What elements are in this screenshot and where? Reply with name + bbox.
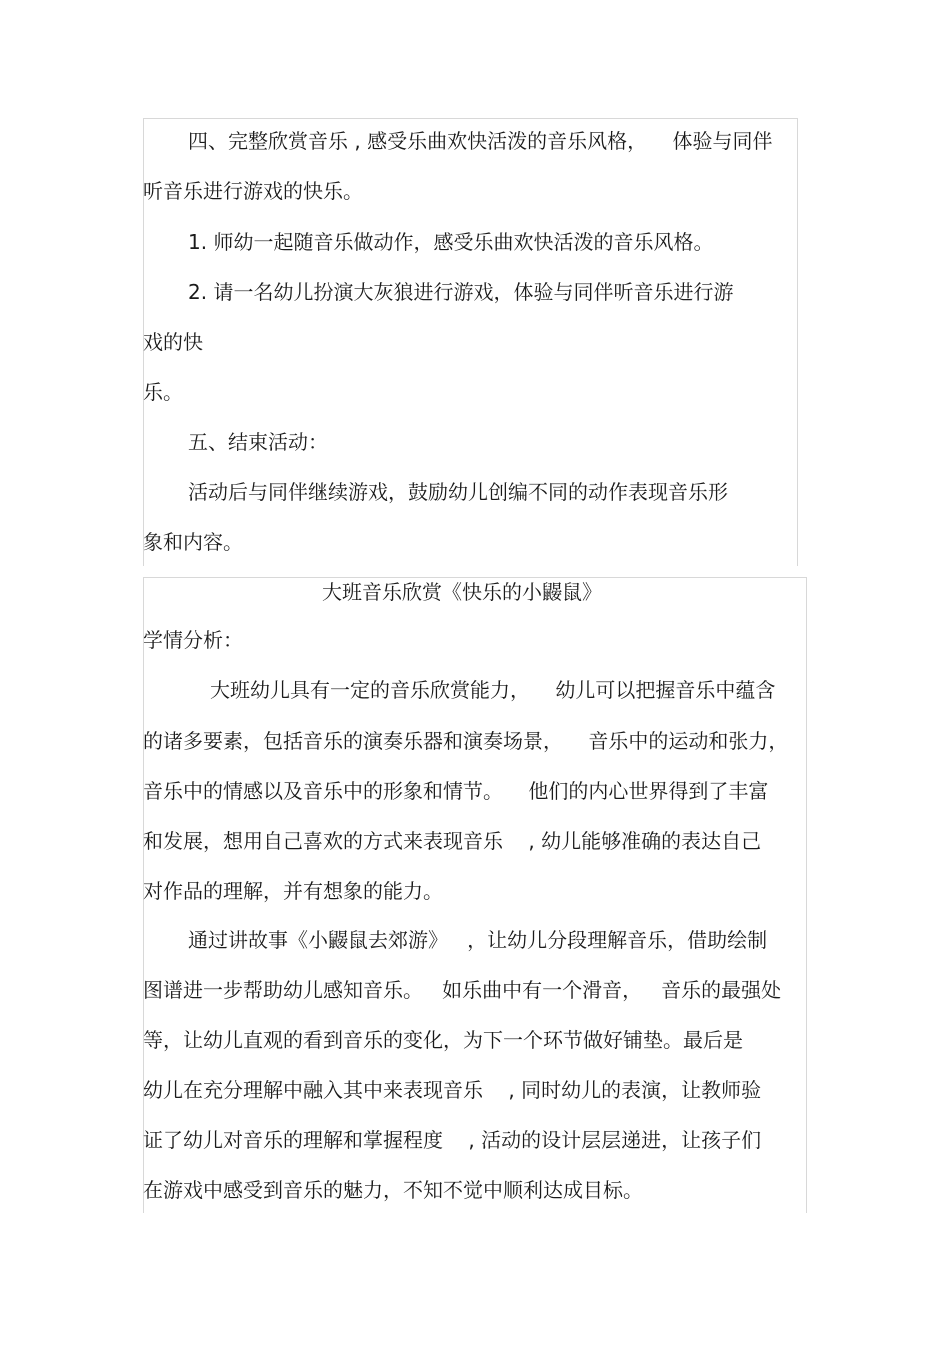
section-subtitle: 学情分析： (143, 628, 243, 652)
paragraph-line: 象和内容。 (143, 530, 243, 554)
paragraph-line: 等，让幼儿直观的看到音乐的变化，为下一个环节做好铺垫。最后是 (143, 1028, 743, 1052)
paragraph-line: 幼儿在充分理解中融入其中来表现音乐 , 同时幼儿的表演，让教师验 (143, 1078, 762, 1102)
paragraph-line: 音乐中的情感以及音乐中的形象和情节。 他们的内心世界得到了丰富 (143, 779, 769, 803)
paragraph-line: 活动后与同伴继续游戏，鼓励幼儿创编不同的动作表现音乐形 (188, 480, 728, 504)
paragraph-line: 四、完整欣赏音乐 , 感受乐曲欢快活泼的音乐风格， 体验与同伴 (188, 129, 773, 153)
paragraph-line: 和发展，想用自己喜欢的方式来表现音乐 , 幼儿能够准确的表达自己 (143, 829, 762, 853)
paragraph-line: 图谱进一步帮助幼儿感知音乐。 如乐曲中有一个滑音， 音乐的最强处 (143, 978, 782, 1002)
paragraph-line: 在游戏中感受到音乐的魅力，不知不觉中顺利达成目标。 (143, 1178, 643, 1202)
paragraph-line: 通过讲故事《小鼹鼠去郊游》 ，让幼儿分段理解音乐，借助绘制 (188, 928, 768, 952)
paragraph-line: 听音乐进行游戏的快乐。 (143, 179, 363, 203)
document-title: 大班音乐欣赏《快乐的小鼹鼠》 (322, 580, 602, 604)
paragraph-line: 五、结束活动： (188, 430, 328, 454)
paragraph-line: 的诸多要素，包括音乐的演奏乐器和演奏场景， 音乐中的运动和张力， (143, 729, 789, 753)
paragraph-line: 2. 请一名幼儿扮演大灰狼进行游戏，体验与同伴听音乐进行游 (188, 280, 734, 304)
paragraph-line: 证了幼儿对音乐的理解和掌握程度 , 活动的设计层层递进，让孩子们 (143, 1128, 762, 1152)
paragraph-line: 对作品的理解，并有想象的能力。 (143, 879, 443, 903)
paragraph-line: 1. 师幼一起随音乐做动作，感受乐曲欢快活泼的音乐风格。 (188, 230, 714, 254)
paragraph-line: 乐。 (143, 380, 183, 404)
paragraph-line: 大班幼儿具有一定的音乐欣赏能力， 幼儿可以把握音乐中蕴含 (210, 678, 776, 702)
paragraph-line: 戏的快 (143, 330, 203, 354)
